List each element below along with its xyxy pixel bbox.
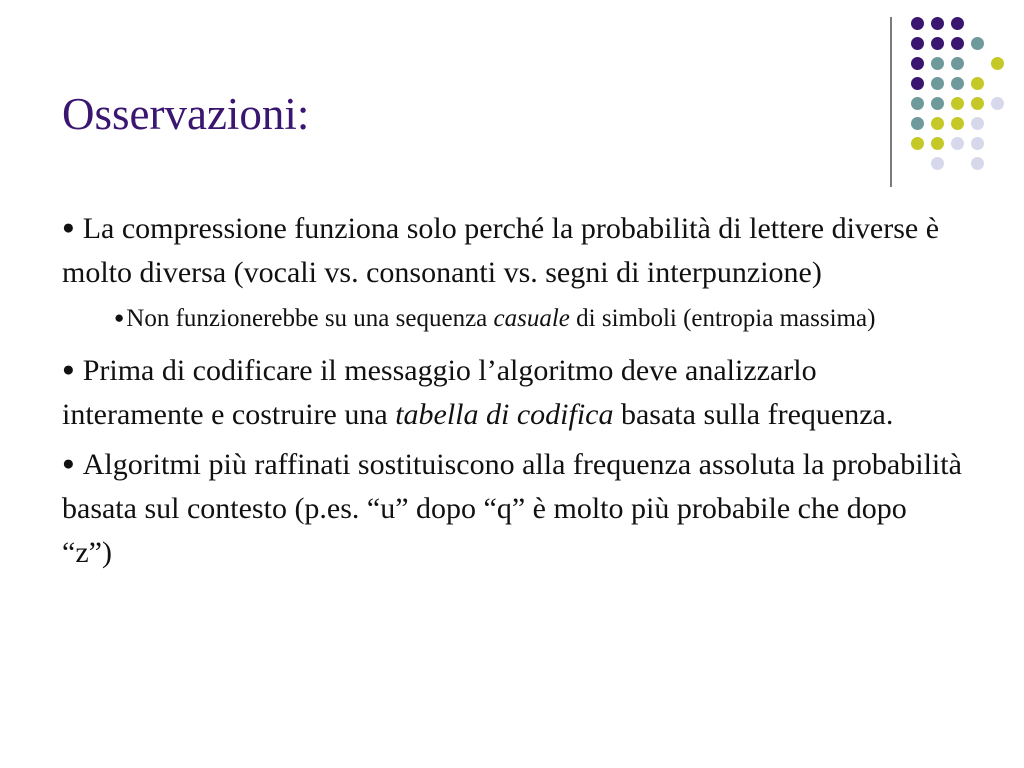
decorative-dot (911, 117, 924, 130)
title-divider (890, 17, 892, 187)
decorative-dot (971, 137, 984, 150)
decorative-dot (991, 57, 1004, 70)
bullet-text: Algoritmi più raffinati sostituiscono alla frequenza assoluta la probabilità basata sul contesto (p.es. “u” dopo “q” è molto più probabile che dopo “z”) (62, 448, 962, 569)
decorative-dot (951, 137, 964, 150)
decorative-dot (951, 17, 964, 30)
decorative-dot (911, 57, 924, 70)
bullet-dot-icon: ● (62, 215, 75, 239)
bullet-point (62, 441, 962, 575)
decorative-dot (931, 37, 944, 50)
decorative-dot (911, 97, 924, 110)
bullet-text-before: Prima di codificare il messaggio l’algoritmo deve analizzarlo interamente e costruire una (62, 354, 817, 431)
decorative-dot (911, 77, 924, 90)
decorative-dot (951, 37, 964, 50)
decorative-dot (951, 77, 964, 90)
slide-title: Osservazioni: (62, 89, 310, 139)
bullet-text: La compressione funziona solo perché la probabilità di lettere diverse è molto diversa (vocali vs. consonanti vs. segni di interpunzione) (62, 212, 940, 289)
sub-bullet-text-after: di simboli (entropia massima) (569, 305, 876, 332)
sub-bullet-point (114, 299, 914, 338)
decorative-dot (931, 157, 944, 170)
bullet-point (62, 205, 962, 295)
slide-body (62, 205, 962, 575)
sub-bullet-emphasis: casuale (493, 305, 570, 332)
sub-bullet-text-before: Non funzionerebbe su una sequenza (126, 305, 494, 332)
decorative-dot (971, 37, 984, 50)
decorative-dot (951, 57, 964, 70)
decorative-dot (911, 137, 924, 150)
bullet-text-after: basata sulla frequenza. (613, 398, 894, 431)
decorative-dot (911, 17, 924, 30)
decorative-dot (971, 157, 984, 170)
decorative-dot (931, 57, 944, 70)
decorative-dot (991, 97, 1004, 110)
decorative-dot (931, 77, 944, 90)
decorative-dot (951, 97, 964, 110)
decorative-dot (971, 97, 984, 110)
decorative-dot (931, 137, 944, 150)
bullet-point (62, 347, 962, 437)
decorative-dot (931, 97, 944, 110)
decorative-dot (951, 117, 964, 130)
bullet-dot-icon: ● (62, 451, 75, 475)
decorative-dot (931, 117, 944, 130)
decorative-dot (911, 37, 924, 50)
bullet-emphasis: tabella di codifica (395, 398, 614, 431)
decorative-dot (931, 17, 944, 30)
decorative-dot (971, 77, 984, 90)
sub-bullet-dot-icon: ● (114, 308, 125, 327)
bullet-dot-icon: ● (62, 357, 75, 381)
decorative-dot (971, 117, 984, 130)
